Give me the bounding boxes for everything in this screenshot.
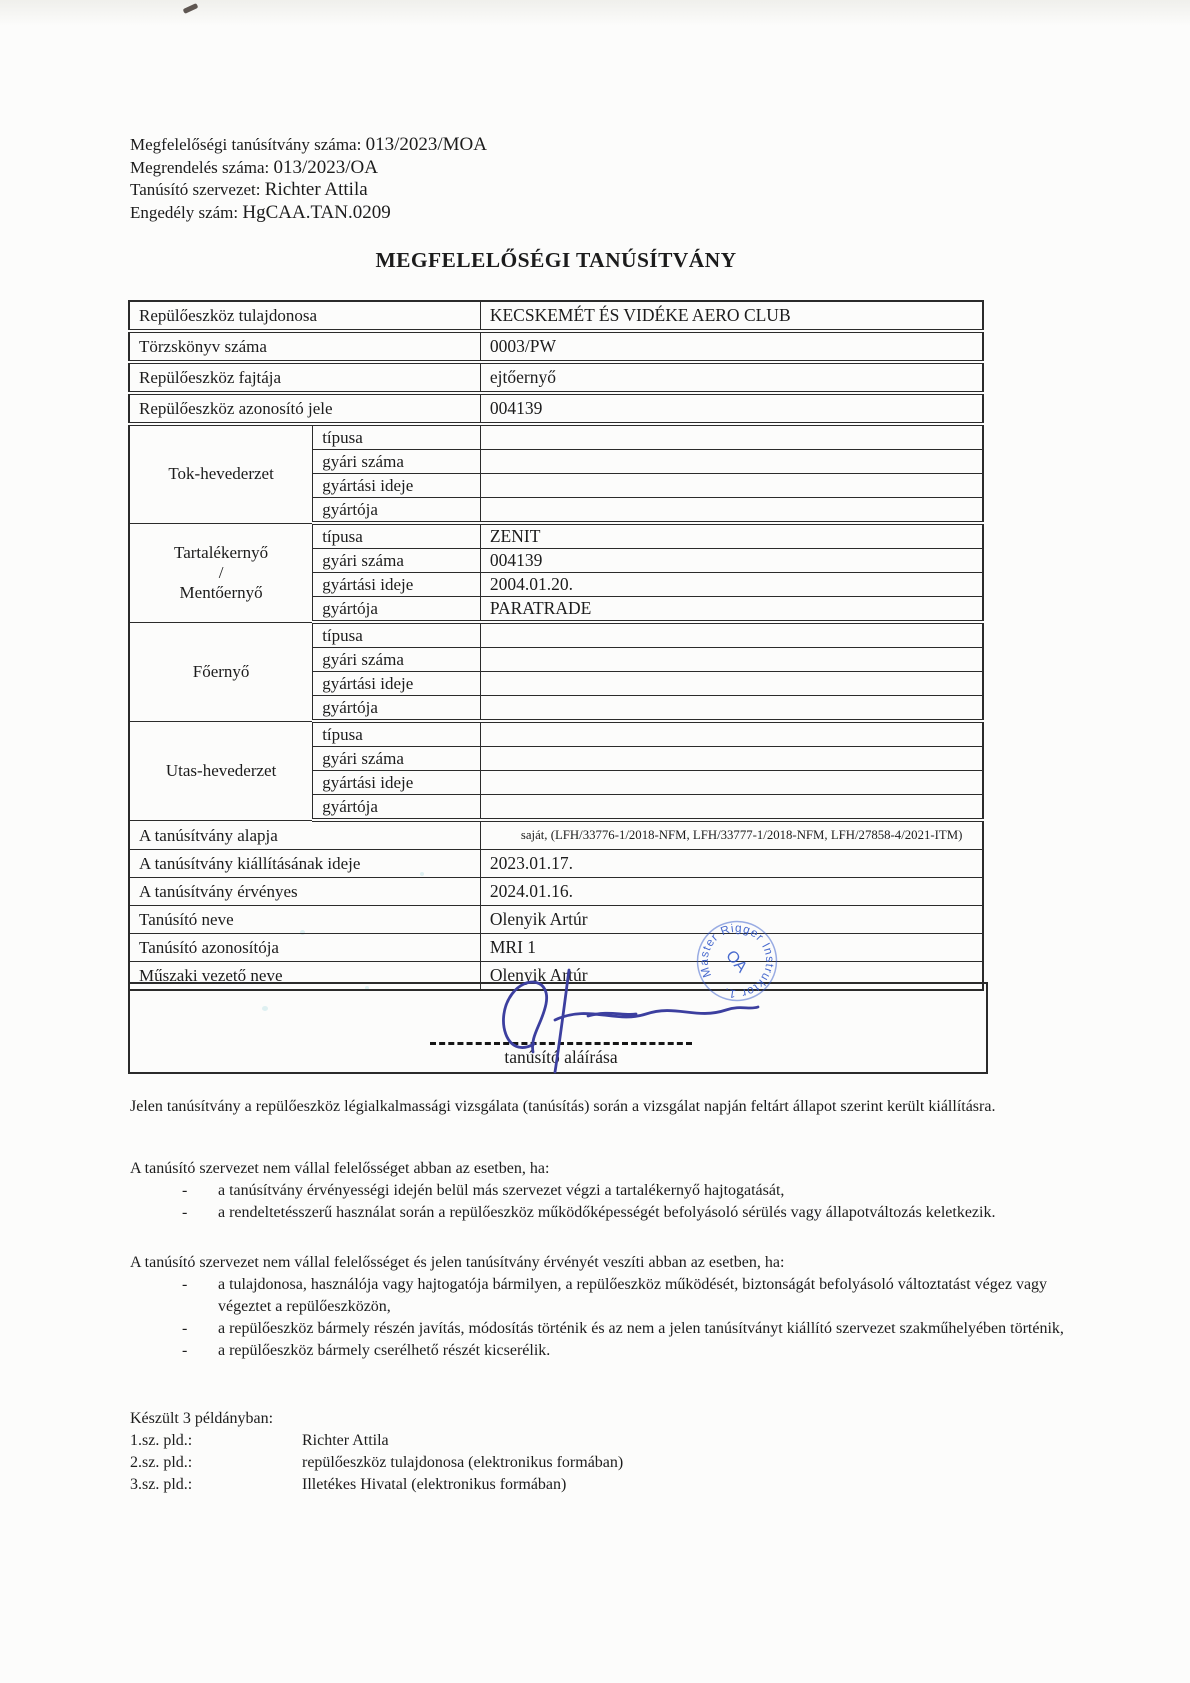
certificate-number-label: Megfelelőségi tanúsítvány száma: xyxy=(130,135,362,154)
row-label: Tanúsító azonosítója xyxy=(129,934,480,962)
stamp-ring-text: Master Rigger Instruktor 1. xyxy=(697,921,777,1001)
group-label xyxy=(129,523,313,622)
list-item-text: a repülőeszköz bármely cserélhető részét kicserélik. xyxy=(218,1342,551,1359)
row-label: Törzskönyv száma xyxy=(129,331,480,362)
permit-number-line xyxy=(130,202,487,225)
disclaimer-1-intro: A tanúsító szervezet nem vállal felelősséget abban az esetben, ha: xyxy=(130,1160,550,1177)
row-value: 004139 xyxy=(480,549,983,573)
copy-recipient: Richter Attila xyxy=(302,1432,389,1449)
copy-recipient: repülőeszköz tulajdonosa (elektronikus formában) xyxy=(302,1454,624,1471)
certificate-table xyxy=(128,300,984,991)
copies-section xyxy=(130,1408,1070,1496)
copies-title: Készült 3 példányban: xyxy=(130,1410,274,1427)
group-label xyxy=(129,622,313,721)
row-value xyxy=(480,672,983,696)
sub-label: típusa xyxy=(313,622,481,648)
row-value: 004139 xyxy=(480,393,983,424)
row-value: 2024.01.16. xyxy=(480,878,983,906)
row-value xyxy=(480,474,983,498)
row-value xyxy=(480,648,983,672)
row-value xyxy=(480,622,983,648)
order-number-value: 013/2023/OA xyxy=(273,156,378,178)
table-row xyxy=(129,523,983,549)
table-row xyxy=(129,424,983,450)
group-label-line: Tok-hevederzet xyxy=(168,464,274,484)
table-row xyxy=(129,878,983,906)
certificate-number-line xyxy=(130,134,487,157)
table-row xyxy=(129,301,983,331)
signature-caption: tanúsító aláírása xyxy=(504,1047,618,1067)
sub-label: gyári száma xyxy=(313,450,481,474)
permit-number-value: HgCAA.TAN.0209 xyxy=(242,201,391,223)
certificate-number-value: 013/2023/MOA xyxy=(365,134,487,155)
disclaimer-1 xyxy=(130,1158,1070,1224)
sub-label: gyártási ideje xyxy=(313,573,481,597)
sub-label: típusa xyxy=(313,424,481,450)
row-value: Olenyik Artúr xyxy=(480,906,983,934)
group-label-line: Főernyő xyxy=(192,661,250,681)
order-number-line xyxy=(130,157,487,180)
disclaimer-2 xyxy=(130,1252,1070,1362)
table-row xyxy=(129,622,983,648)
list-item-text: a tanúsítvány érvényességi idején belül más szervezet végzi a tartalékernyő hajtogatását, xyxy=(218,1182,785,1199)
row-value xyxy=(480,747,983,771)
sub-label: típusa xyxy=(313,721,481,747)
certifier-org-line xyxy=(130,179,487,202)
row-value xyxy=(480,450,983,474)
row-label: A tanúsítvány alapja xyxy=(129,820,480,850)
list-item xyxy=(130,1202,1070,1224)
stamp-center-text: OA xyxy=(722,947,751,977)
sub-label: gyártási ideje xyxy=(313,771,481,795)
row-value xyxy=(480,696,983,722)
bullet-dash: - xyxy=(182,1182,188,1199)
row-value: ZENIT xyxy=(480,523,983,549)
legal-text-section xyxy=(130,1096,1070,1496)
table-row xyxy=(129,906,983,934)
row-value: ejtőernyő xyxy=(480,362,983,393)
list-item-text: a tulajdonosa, használója vagy hajtogatója bármilyen, a repülőeszköz működését, biztonságát befolyásoló változtatást végez vagy végeztet a repülőeszközön, xyxy=(218,1276,1048,1315)
list-item xyxy=(130,1318,1070,1340)
sub-label: gyári száma xyxy=(313,549,481,573)
row-value xyxy=(480,771,983,795)
copy-number: 2.sz. pld.: xyxy=(130,1454,193,1471)
table-row xyxy=(129,393,983,424)
permit-number-label: Engedély szám: xyxy=(130,202,239,222)
bullet-dash: - xyxy=(182,1320,188,1337)
sub-label: gyártója xyxy=(313,795,481,821)
scan-edge-shading xyxy=(0,0,1190,26)
row-value: PARATRADE xyxy=(480,597,983,623)
certifier-org-label: Tanúsító szervezet: xyxy=(130,180,261,199)
copy-number: 3.sz. pld.: xyxy=(130,1476,193,1493)
copy-row xyxy=(130,1430,1070,1452)
row-label: Repülőeszköz fajtája xyxy=(129,362,480,393)
table-row xyxy=(129,721,983,747)
order-number-label: Megrendelés száma: xyxy=(130,157,270,177)
list-item xyxy=(130,1274,1070,1318)
sub-label: gyártási ideje xyxy=(313,672,481,696)
table-row xyxy=(129,362,983,393)
bullet-dash: - xyxy=(182,1204,188,1221)
page-title: MEGFELELŐSÉGI TANÚSÍTVÁNY xyxy=(375,248,737,272)
group-label-line: / xyxy=(218,562,224,582)
table-row xyxy=(129,331,983,362)
group-label-line: Tartalékernyő xyxy=(174,542,269,562)
sub-label: gyártási ideje xyxy=(313,474,481,498)
row-value: saját, (LFH/33776-1/2018-NFM, LFH/33777-1/2018-NFM, LFH/27858-4/2021-ITM) xyxy=(480,820,983,850)
group-label-line: Utas-hevederzet xyxy=(165,760,277,780)
row-label: A tanúsítvány kiállításának ideje xyxy=(129,850,480,878)
copy-recipient: Illetékes Hivatal (elektronikus formában) xyxy=(302,1476,567,1493)
row-value xyxy=(480,795,983,821)
row-value: 0003/PW xyxy=(480,331,983,362)
row-label: Műszaki vezető neve xyxy=(129,962,480,991)
sub-label: gyári száma xyxy=(313,747,481,771)
row-value: KECSKEMÉT ÉS VIDÉKE AERO CLUB xyxy=(480,301,983,331)
list-item xyxy=(130,1340,1070,1362)
group-label xyxy=(129,424,313,523)
row-value: Olenyik Artúr xyxy=(480,962,983,991)
bullet-dash: - xyxy=(182,1342,188,1359)
row-value: 2004.01.20. xyxy=(480,573,983,597)
list-item-text: a repülőeszköz bármely részén javítás, módosítás történik és az nem a jelen tanúsítványt kiállító szervezet szakműhelyében történik, xyxy=(218,1320,1064,1337)
table-row xyxy=(129,820,983,850)
group-label-line: Mentőernyő xyxy=(179,582,263,602)
sub-label: gyári száma xyxy=(313,648,481,672)
document-reference-block xyxy=(130,134,487,224)
list-item xyxy=(130,1180,1070,1202)
row-value xyxy=(480,721,983,747)
sub-label: gyártója xyxy=(313,597,481,623)
sub-label: gyártója xyxy=(313,498,481,524)
row-value xyxy=(480,498,983,524)
certifier-org-value: Richter Attila xyxy=(264,179,368,200)
row-value: 2023.01.17. xyxy=(480,850,983,878)
copy-row xyxy=(130,1452,1070,1474)
copy-number: 1.sz. pld.: xyxy=(130,1432,193,1449)
row-label: Repülőeszköz tulajdonosa xyxy=(129,301,480,331)
copy-row xyxy=(130,1474,1070,1496)
disclaimer-2-intro: A tanúsító szervezet nem vállal felelősséget és jelen tanúsítvány érvényét veszíti abban az esetben, ha: xyxy=(130,1254,785,1271)
row-label: Repülőeszköz azonosító jele xyxy=(129,393,480,424)
list-item-text: a rendeltetésszerű használat során a repülőeszköz működőképességét befolyásoló sérülés vagy állapotváltozás keletkezik. xyxy=(218,1204,996,1221)
sub-label: gyártója xyxy=(313,696,481,722)
row-value: MRI 1 xyxy=(480,934,983,962)
sub-label: típusa xyxy=(313,523,481,549)
row-label: A tanúsítvány érvényes xyxy=(129,878,480,906)
row-value xyxy=(480,424,983,450)
statement-paragraph: Jelen tanúsítvány a repülőeszköz légialkalmassági vizsgálata (tanúsítás) során a vizsgálat napján feltárt állapot szerint került kiállításra. xyxy=(130,1098,996,1115)
group-label xyxy=(129,721,313,820)
table-row xyxy=(129,934,983,962)
table-row xyxy=(129,850,983,878)
row-label: Tanúsító neve xyxy=(129,906,480,934)
bullet-dash: - xyxy=(182,1276,188,1293)
